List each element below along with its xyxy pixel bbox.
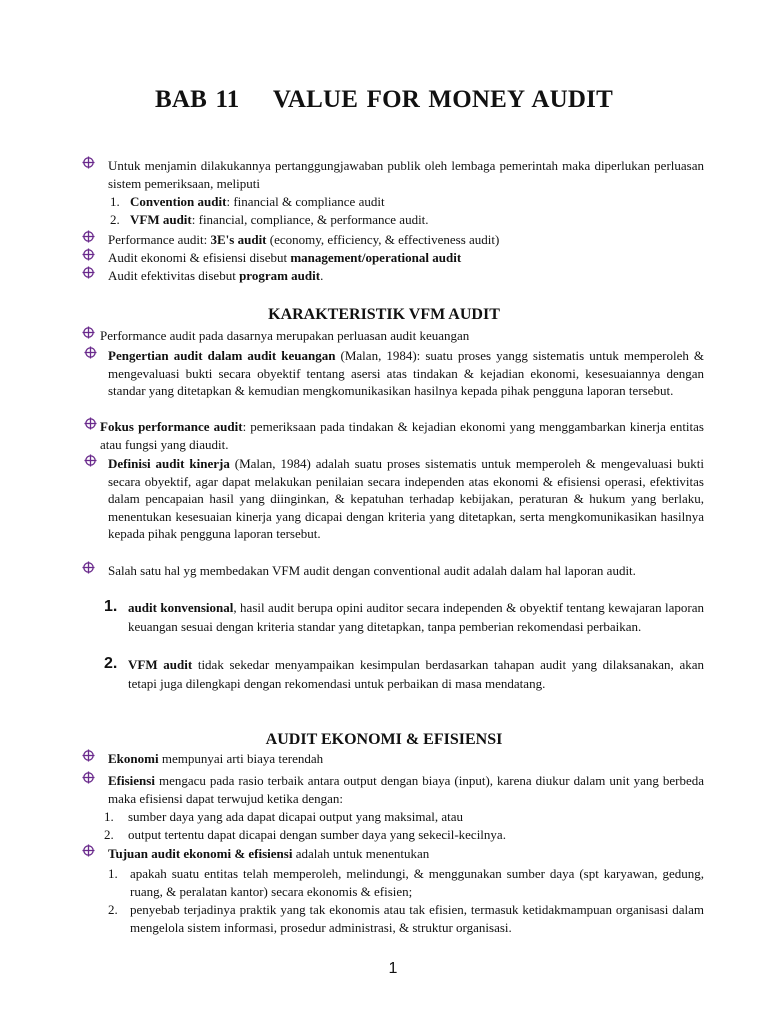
crosshair-circle-icon	[82, 844, 95, 857]
crosshair-circle-icon	[84, 454, 97, 467]
crosshair-circle-icon	[82, 326, 95, 339]
crosshair-circle-icon	[82, 749, 95, 762]
page-number: 1	[388, 960, 398, 977]
sec2-bullet-tujuan: Tujuan audit ekonomi & efisiensi adalah untuk menentukan	[108, 846, 430, 861]
crosshair-circle-icon	[82, 561, 95, 574]
section-title-audit-ekonomi: AUDIT EKONOMI & EFISIENSI	[265, 731, 503, 748]
sec1-bullet-4: Definisi audit kinerja (Malan, 1984) adalah suatu proses sistematis untuk memperoleh & mengevaluasi bukti secara obyektif, agar dapat melakukan penilaian secara independen atas ekonomi & efisiensi operasi, efektivitas dalam pencapaian hasil yang diinginkan, & kepatuhan terhadap kebijakan, peraturan & hukum yang berlaku, menentukan kesesuaian kinerja yang dicapai dengan kriteria yang ditetapkan, serta mengkomunikasikan hasilnya kepada pihak pengguna laporan tersebut.	[108, 456, 704, 541]
crosshair-circle-icon	[82, 156, 95, 169]
sec2-tujuan-item-2: 2. penyebab terjadinya praktik yang tak ekonomis atau tak efisien, termasuk ketidakmampuan organisasi dalam mengelola sistem informasi, prosedur administrasi, & struktur organisasi.	[108, 902, 704, 935]
crosshair-circle-icon	[82, 248, 95, 261]
sec1-numbered-2: 2. VFM audit tidak sekedar menyampaikan kesimpulan berdasarkan tahapan audit yang dilaksanakan, akan tetapi juga dilengkapi dengan rekomendasi untuk perbaikan di masa mendatang.	[104, 655, 704, 691]
crosshair-circle-icon	[82, 230, 95, 243]
audit-efektivitas-line: Audit efektivitas disebut program audit.	[108, 268, 324, 283]
crosshair-circle-icon	[82, 266, 95, 279]
crosshair-circle-icon	[84, 417, 97, 430]
sec1-bullet-1: Performance audit pada dasarnya merupakan perluasan audit keuangan	[100, 328, 470, 343]
sec2-tujuan-item-1: 1. apakah suatu entitas telah memperoleh, melindungi, & menggunakan sumber daya (spt karyawan, gedung, ruang, & peralatan kantor) secara ekonomis & efisien;	[108, 866, 704, 899]
sec1-bullet-3: Fokus performance audit: pemeriksaan pada tindakan & kejadian ekonomi yang menggambarkan kinerja entitas atau fungsi yang diaudit.	[100, 419, 704, 452]
intro-list-item-1: 1. Convention audit: financial & compliance audit	[110, 194, 385, 209]
sec2-bullet-efisiensi: Efisiensi mengacu pada rasio terbaik antara output dengan biaya (input), karena diukur dalam unit yang berbeda maka efisiensi dapat terwujud ketika dengan:	[108, 773, 704, 806]
crosshair-circle-icon	[82, 771, 95, 784]
sec2-bullet-ekonomi: Ekonomi mempunyai arti biaya terendah	[108, 751, 324, 766]
performance-audit-line: Performance audit: 3E's audit (economy, efficiency, & effectiveness audit)	[108, 232, 500, 247]
sec2-efisiensi-item-1: 1. sumber daya yang ada dapat dicapai output yang maksimal, atau	[104, 809, 463, 824]
intro-paragraph: Untuk menjamin dilakukannya pertanggungjawaban publik oleh lembaga pemerintah maka diperlukan perluasan sistem pemeriksaan, meliputi	[108, 158, 704, 191]
sec2-efisiensi-item-2: 2. output tertentu dapat dicapai dengan sumber daya yang sekecil-kecilnya.	[104, 827, 506, 842]
sec1-bullet-5: Salah satu hal yg membedakan VFM audit dengan conventional audit adalah dalam hal laporan audit.	[108, 563, 636, 578]
sec1-bullet-2: Pengertian audit dalam audit keuangan (Malan, 1984): suatu proses yangg sistematis untuk memperoleh & mengevaluasi bukti secara obyektif tentang asersi atas tindakan & kejadian ekonomi, kesesuaiannya dengan standar yang ditetapkan & kemudian mengkomunikasikan hasilnya kepada pihak pengguna laporan tersebut.	[108, 348, 704, 398]
crosshair-circle-icon	[84, 346, 97, 359]
intro-list-item-2: 2. VFM audit: financial, compliance, & performance audit.	[110, 212, 429, 227]
section-title-karakteristik: KARAKTERISTIK VFM AUDIT	[268, 306, 500, 323]
sec1-numbered-1: 1. audit konvensional, hasil audit berupa opini auditor secara independen & obyektif tentang kewajaran laporan keuangan sesuai dengan kriteria standar yang ditetapkan, tanpa pemberian rekomendasi perbaikan.	[104, 598, 705, 634]
page-title: BAB 11 VALUE FOR MONEY AUDIT	[155, 86, 613, 113]
audit-ekonomi-line: Audit ekonomi & efisiensi disebut management/operational audit	[108, 250, 462, 265]
